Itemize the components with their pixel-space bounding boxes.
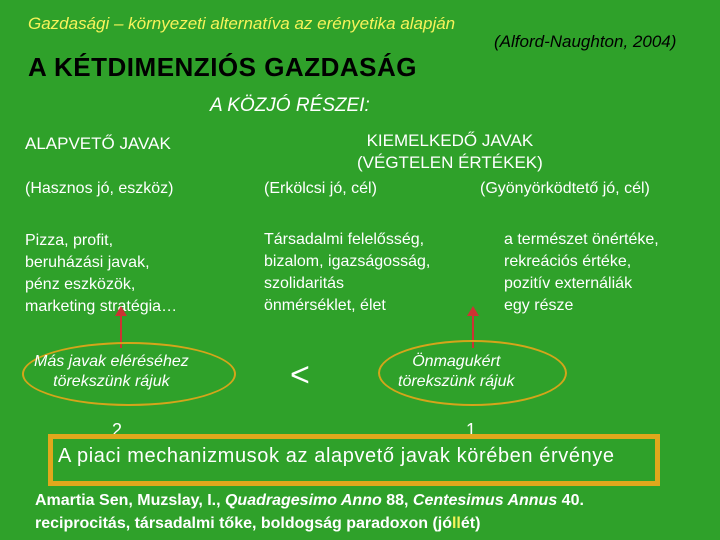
footer-number-1: 88, <box>381 492 413 509</box>
moral-goods-examples: Társadalmi felelősség, bizalom, igazságosság, szolidaritás önmérséklet, élet <box>264 231 431 314</box>
basic-goods-heading: ALAPVETŐ JAVAK <box>25 134 171 153</box>
footer-line-2-start: reciprocitás, társadalmi tőke, boldogság paradoxon (jó <box>35 515 452 532</box>
aesthetic-goods-examples: a természet önértéke, rekreációs értéke, pozitív externáliák egy része <box>504 231 659 314</box>
subtitle: Gazdasági – környezeti alternatíva az erényetika alapján <box>28 14 456 33</box>
less-than-sign: < <box>290 356 310 394</box>
footer-number-2: 40. <box>557 492 584 509</box>
footer-line-2-end: ét) <box>460 515 481 532</box>
footer-encyclical-1: Quadragesimo Anno <box>224 492 382 509</box>
page-title: A KÉTDIMENZIÓS GAZDASÁG <box>28 52 417 82</box>
basic-goods-examples: Pizza, profit, beruházási javak, pénz eszközök, marketing stratégia… <box>25 232 178 315</box>
moral-good-label: (Erkölcsi jó, cél) <box>264 180 377 197</box>
footer-line-2 <box>35 515 480 533</box>
left-arrow-head <box>115 306 127 316</box>
footer-authors: Amartia Sen, Muzslay, I., <box>35 492 225 509</box>
market-box-text: A piaci mechanizmusok az alapvető javak körében érvénye <box>58 445 615 467</box>
aesthetic-good-label: (Gyönyörködtető jó, cél) <box>480 180 650 197</box>
footer-encyclical-2: Centesimus Annus <box>412 492 558 509</box>
outstanding-goods-heading: KIEMELKEDŐ JAVAK (VÉGTELEN ÉRTÉKEK) <box>357 131 543 172</box>
footer-line-1 <box>35 492 584 510</box>
section-heading: A KÖZJÓ RÉSZEI: <box>210 95 370 116</box>
right-oval-text: Önmagukért törekszünk rájuk <box>398 353 515 390</box>
basic-goods-subheading: (Hasznos jó, eszköz) <box>25 180 174 197</box>
left-number: 2. <box>112 420 128 440</box>
footer-highlight: ll <box>451 515 461 532</box>
left-oval-text: Más javak eléréséhez törekszünk rájuk <box>34 353 189 390</box>
right-arrow-head <box>467 306 479 316</box>
right-number: 1. <box>466 420 482 440</box>
citation: (Alford-Naughton, 2004) <box>494 32 677 51</box>
